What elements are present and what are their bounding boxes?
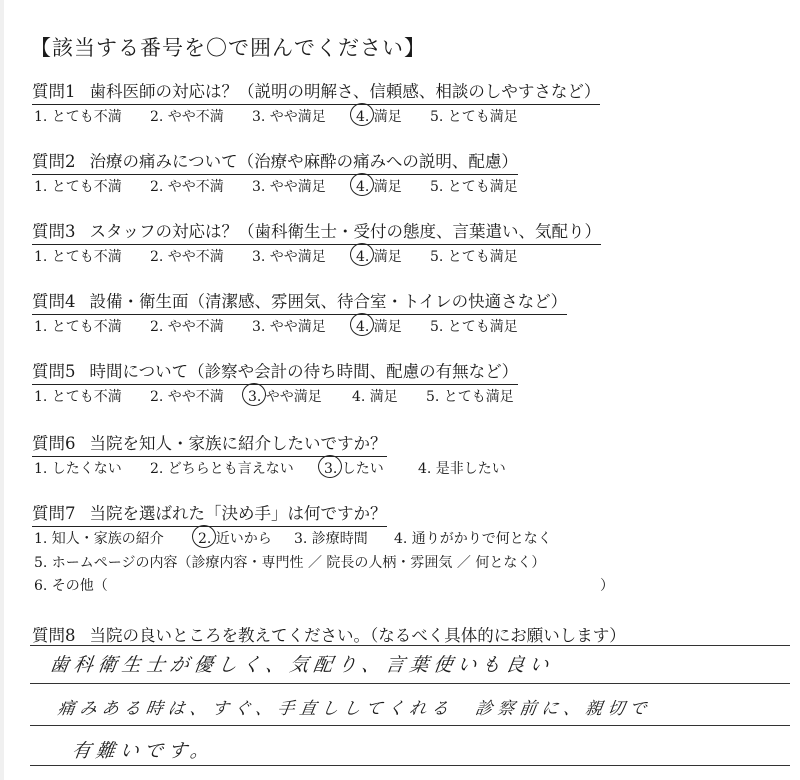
q6-answer-circle <box>318 455 342 478</box>
q2-option-5[interactable]: 5. とても満足 <box>430 179 518 195</box>
q4-option-4[interactable]: 4. 満足 <box>356 319 402 335</box>
q1-option-4[interactable]: 4. 満足 <box>356 109 402 125</box>
q7-option-2[interactable]: 2. 近いから <box>198 531 272 547</box>
q3-option-5[interactable]: 5. とても満足 <box>430 249 518 265</box>
question-1-title <box>32 78 600 105</box>
handwritten-answer-line-1: 歯科衛生士が優しく、気配り、言葉使いも良い <box>48 654 555 676</box>
q1-option-5[interactable]: 5. とても満足 <box>430 109 518 125</box>
q5-option-5[interactable]: 5. とても満足 <box>426 389 514 405</box>
q2-answer-circle <box>350 173 374 196</box>
q7-option-6[interactable]: 6. その他（ <box>34 578 108 594</box>
q1-option-2[interactable]: 2. やや不満 <box>150 109 224 125</box>
q7-option-1[interactable]: 1. 知人・家族の紹介 <box>34 531 164 547</box>
question-2-text: 治療の痛みについて（治療や麻酔の痛みへの説明、配慮） <box>89 152 518 171</box>
q6-option-4[interactable]: 4. 是非したい <box>418 461 506 477</box>
handwritten-answer-line-2: 痛みある時は、すぐ、手直ししてくれる 診察前に、親切で <box>56 699 653 719</box>
q4-option-2[interactable]: 2. やや不満 <box>150 319 224 335</box>
question-2-number: 質問2 <box>32 152 76 171</box>
question-7-title <box>32 500 387 527</box>
q4-answer-circle <box>350 313 374 336</box>
answer-line-1 <box>30 645 790 646</box>
question-5-text: 時間について（診察や会計の待ち時間、配慮の有無など） <box>89 362 519 381</box>
handwritten-answer-line-3: 有難いです。 <box>70 740 216 762</box>
answer-line-3 <box>30 725 790 726</box>
q7-option-6-close: ） <box>600 578 614 594</box>
q5-option-1[interactable]: 1. とても不満 <box>34 389 122 405</box>
q4-option-3[interactable]: 3. やや満足 <box>252 319 326 335</box>
page-heading: 【該当する番号を〇で囲んでください】 <box>30 36 426 60</box>
scan-edge <box>0 0 4 780</box>
q7-option-4[interactable]: 4. 通りがかりで何となく <box>394 531 552 547</box>
question-8-number: 質問8 <box>32 626 76 645</box>
q2-option-1[interactable]: 1. とても不満 <box>34 179 122 195</box>
question-6-number: 質問6 <box>32 434 76 453</box>
q7-option-3[interactable]: 3. 診療時間 <box>294 531 368 547</box>
q6-option-3[interactable]: 3. したい <box>324 461 384 477</box>
question-1-number: 質問1 <box>32 82 76 101</box>
question-3-text: スタッフの対応は？（歯科衛生士・受付の態度、言葉遣い、気配り） <box>89 222 601 241</box>
question-5-title <box>32 358 518 385</box>
q5-answer-circle <box>242 383 266 406</box>
q2-option-3[interactable]: 3. やや満足 <box>252 179 326 195</box>
q7-answer-circle <box>192 525 216 548</box>
q7-option-5[interactable]: 5. ホームページの内容（診療内容・専門性 ／ 院長の人柄・雰囲気 ／ 何となく） <box>34 555 546 571</box>
q5-option-3[interactable]: 3. やや満足 <box>248 389 322 405</box>
question-1-text: 歯科医師の対応は？（説明の明解さ、信頼感、相談のしやすさなど） <box>89 82 601 101</box>
question-4-number: 質問4 <box>32 292 76 311</box>
q1-answer-circle <box>350 103 374 126</box>
q1-option-1[interactable]: 1. とても不満 <box>34 109 122 125</box>
question-6-title <box>32 430 387 457</box>
question-4-text: 設備・衛生面（清潔感、雰囲気、待合室・トイレの快適さなど） <box>89 292 568 311</box>
question-2-title <box>32 148 518 175</box>
question-7-text: 当院を選ばれた「決め手」は何ですか？ <box>89 504 387 523</box>
answer-line-2 <box>30 683 790 684</box>
q4-option-5[interactable]: 5. とても満足 <box>430 319 518 335</box>
q6-option-1[interactable]: 1. したくない <box>34 461 122 477</box>
q3-option-1[interactable]: 1. とても不満 <box>34 249 122 265</box>
q4-option-1[interactable]: 1. とても不満 <box>34 319 122 335</box>
q5-option-4[interactable]: 4. 満足 <box>352 389 398 405</box>
question-3-title <box>32 218 601 245</box>
q3-option-3[interactable]: 3. やや満足 <box>252 249 326 265</box>
q1-option-3[interactable]: 3. やや満足 <box>252 109 326 125</box>
q3-answer-circle <box>350 243 374 266</box>
q5-option-2[interactable]: 2. やや不満 <box>150 389 224 405</box>
question-5-number: 質問5 <box>32 362 76 381</box>
question-3-number: 質問3 <box>32 222 76 241</box>
q2-option-2[interactable]: 2. やや不満 <box>150 179 224 195</box>
question-6-text: 当院を知人・家族に紹介したいですか？ <box>89 434 387 453</box>
q6-option-2[interactable]: 2. どちらとも言えない <box>150 461 294 477</box>
question-7-number: 質問7 <box>32 504 76 523</box>
q3-option-4[interactable]: 4. 満足 <box>356 249 402 265</box>
q3-option-2[interactable]: 2. やや不満 <box>150 249 224 265</box>
question-8-text: 当院の良いところを教えてください。（なるべく具体的にお願いします） <box>89 626 626 645</box>
q2-option-4[interactable]: 4. 満足 <box>356 179 402 195</box>
question-4-title <box>32 288 567 315</box>
answer-line-4 <box>30 765 790 766</box>
